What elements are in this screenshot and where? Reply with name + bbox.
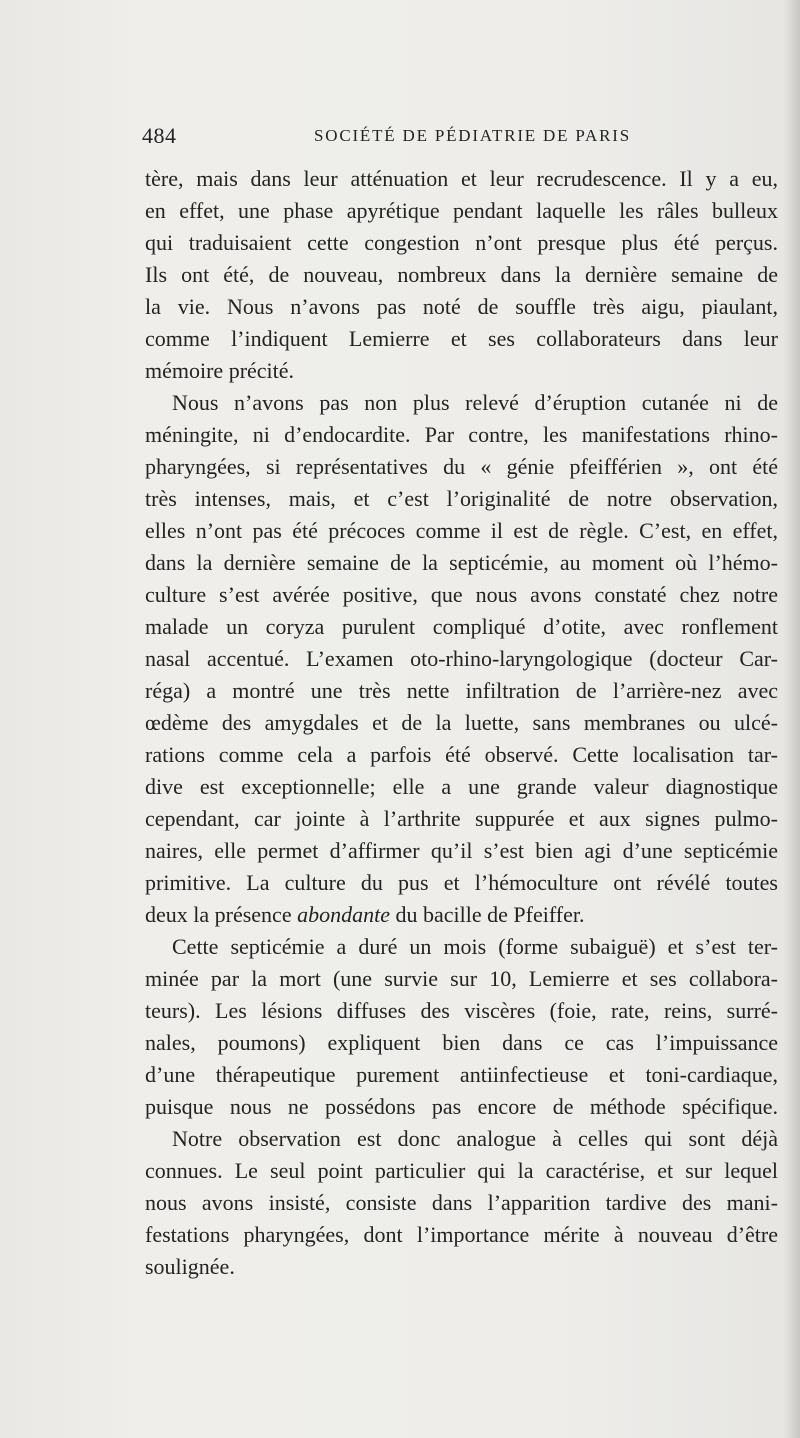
text-line: rations comme cela a parfois été observé. Cette localisation tar- — [145, 742, 778, 767]
text-line: nales, poumons) expliquent bien dans ce cas l’impuissance — [145, 1030, 778, 1055]
text-line: la vie. Nous n’avons pas noté de souffle très aigu, piaulant, — [145, 294, 778, 319]
text-line: dive est exceptionnelle; elle a une grande valeur diagnostique — [145, 774, 778, 799]
text-line: qui traduisaient cette congestion n’ont presque plus été perçus. — [145, 230, 778, 255]
text-line: malade un coryza purulent compliqué d’otite, avec ronflement — [145, 614, 778, 639]
text-line: Notre observation est donc analogue à celles qui sont déjà — [172, 1126, 778, 1151]
text-line: soulignée. — [145, 1254, 235, 1279]
page-number: 484 — [142, 123, 177, 148]
text-line: méningite, ni d’endocardite. Par contre, les manifestations rhino- — [145, 422, 778, 447]
text-line-with-emphasis — [145, 899, 778, 931]
text-line: en effet, une phase apyrétique pendant laquelle les râles bulleux — [145, 198, 778, 223]
text-line: puisque nous ne possédons pas encore de méthode spécifique. — [145, 1094, 778, 1119]
text-line: Ils ont été, de nouveau, nombreux dans la dernière semaine de — [145, 262, 778, 287]
text-line: comme l’indiquent Lemierre et ses collaborateurs dans leur — [145, 326, 778, 351]
text-line: mémoire précité. — [145, 358, 295, 383]
text-line: cependant, car jointe à l’arthrite suppurée et aux signes pulmo- — [145, 806, 778, 831]
text-line: pharyngées, si représentatives du « génie pfeifférien », ont été — [145, 454, 778, 479]
page-edge-shadow — [784, 0, 800, 1438]
text-line: primitive. La culture du pus et l’hémoculture ont révélé toutes — [145, 870, 778, 895]
text-line: très intenses, mais, et c’est l’originalité de notre observation, — [145, 486, 778, 511]
text-line: nasal accentué. L’examen oto-rhino-laryngologique (docteur Car- — [145, 646, 778, 671]
text-segment: deux la présence — [145, 902, 292, 927]
text-line: teurs). Les lésions diffuses des viscères (foie, rate, reins, surré- — [145, 998, 778, 1023]
text-line: culture s’est avérée positive, que nous avons constaté chez notre — [145, 582, 778, 607]
text-line: connues. Le seul point particulier qui la caractérise, et sur lequel — [145, 1158, 778, 1183]
body-text — [145, 163, 778, 1283]
text-line: nous avons insisté, consiste dans l’apparition tardive des mani- — [145, 1190, 778, 1215]
text-line: dans la dernière semaine de la septicémie, au moment où l’hémo- — [145, 550, 778, 575]
emphasized-word: abondante — [297, 902, 390, 927]
text-line: minée par la mort (une survie sur 10, Lemierre et ses collabora- — [145, 966, 778, 991]
text-line: d’une thérapeutique purement antiinfectieuse et toni-cardiaque, — [145, 1062, 778, 1087]
text-line: Nous n’avons pas non plus relevé d’éruption cutanée ni de — [172, 390, 778, 415]
text-line: œdème des amygdales et de la luette, sans membranes ou ulcé- — [145, 710, 778, 735]
text-line: tère, mais dans leur atténuation et leur recrudescence. Il y a eu, — [145, 166, 778, 191]
text-line: elles n’ont pas été précoces comme il est de règle. C’est, en effet, — [145, 518, 778, 543]
text-line: réga) a montré une très nette infiltration de l’arrière-nez avec — [145, 678, 778, 703]
text-line: naires, elle permet d’affirmer qu’il s’est bien agi d’une septicémie — [145, 838, 778, 863]
page-header — [142, 120, 642, 152]
text-line: Cette septicémie a duré un mois (forme subaiguë) et s’est ter- — [172, 934, 778, 959]
text-line: festations pharyngées, dont l’importance mérite à nouveau d’être — [145, 1222, 778, 1247]
running-title: SOCIÉTÉ DE PÉDIATRIE DE PARIS — [314, 126, 631, 145]
text-segment: du bacille de Pfeiffer. — [395, 902, 585, 927]
